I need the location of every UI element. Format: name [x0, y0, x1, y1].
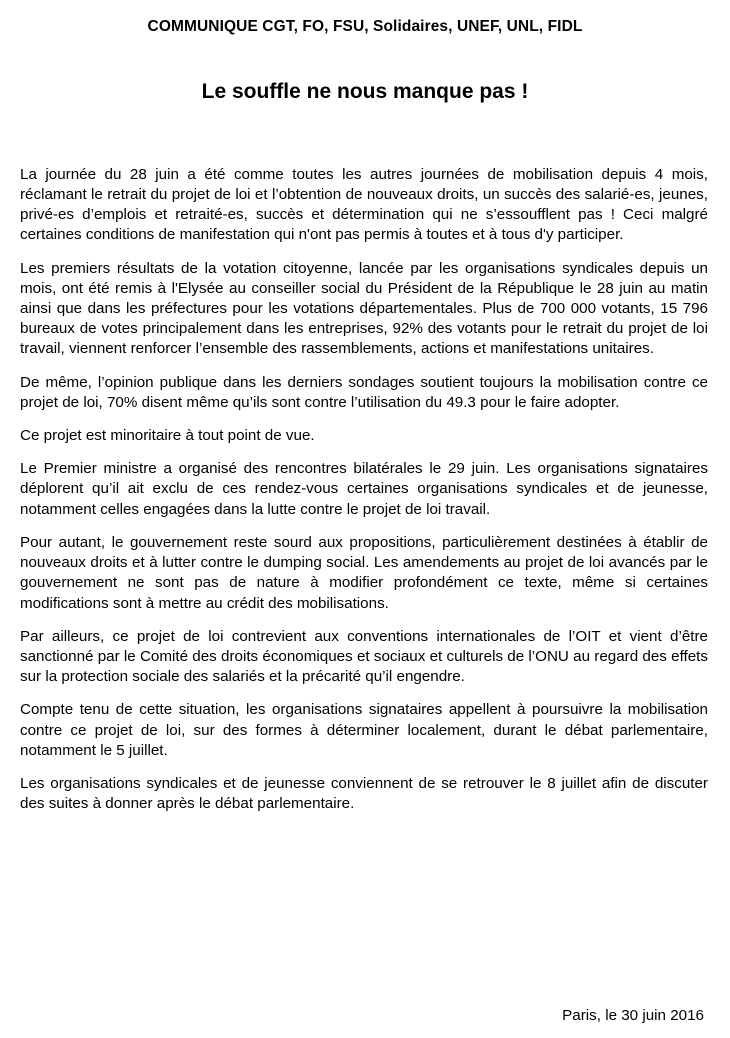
paragraph: Les premiers résultats de la votation citoyenne, lancée par les organisations syndicales depuis un mois, ont été remis à l'Elysée au conseiller social du Président de la République le 28 juin au matin ainsi que dans les préfectures pour les votations départementales. Plus de 700 000 votants, 15 796 bureaux de votes principalement dans les entreprises, 92% des votants pour le retrait du projet de loi travail, viennent renforcer l’ensemble des rassemblements, actions et manifestations unitaires.	[20, 259, 708, 358]
signature-date: Paris, le 30 juin 2016	[562, 1007, 704, 1024]
paragraph: Les organisations syndicales et de jeunesse conviennent de se retrouver le 8 juillet afin de discuter des suites à donner après le débat parlementaire.	[20, 774, 708, 813]
paragraph: Ce projet est minoritaire à tout point de vue.	[20, 427, 315, 445]
paragraph: Pour autant, le gouvernement reste sourd aux propositions, particulièrement destinées à établir de nouveaux droits et à lutter contre le dumping social. Les amendements au projet de loi avancés par le gouvernement ne sont pas de nature à modifier profondément ce texte, même si certaines modifications sont à mettre au crédit des mobilisations.	[20, 533, 708, 612]
paragraph: De même, l’opinion publique dans les derniers sondages soutient toujours la mobilisation contre ce projet de loi, 70% disent même qu’ils sont contre l’utilisation du 49.3 pour le faire adopter.	[20, 373, 708, 411]
paragraph: Compte tenu de cette situation, les organisations signataires appellent à poursuivre la mobilisation contre ce projet de loi, sur des formes à déterminer localement, durant le débat parlementaire, notamment le 5 juillet.	[20, 701, 708, 759]
paragraph: Par ailleurs, ce projet de loi contrevient aux conventions internationales de l’OIT et vient d’être sanctionné par le Comité des droits économiques et sociaux et culturels de l’ONU au regard des effets sur la protection sociale des salariés et la précarité qu’il engendre.	[20, 627, 708, 686]
document-header: COMMUNIQUE CGT, FO, FSU, Solidaires, UNEF, UNL, FIDL	[147, 18, 583, 35]
document-body	[20, 118, 708, 814]
paragraph: La journée du 28 juin a été comme toutes les autres journées de mobilisation depuis 4 mois, réclamant le retrait du projet de loi et l’obtention de nouveaux droits, un succès des salarié-es, jeunes, privé-es d’emplois et retraité-es, succès et détermination qui ne s’essoufflent pas ! Ceci malgré certaines conditions de manifestation qui n'ont pas permis à toutes et à tous d'y participer.	[20, 165, 708, 244]
document-title: Le souffle ne nous manque pas !	[201, 79, 529, 103]
paragraph: Le Premier ministre a organisé des rencontres bilatérales le 29 juin. Les organisations signataires déplorent qu’il ait exclu de ces rendez-vous certaines organisations syndicales et de jeunesse, notamment celles engagées dans la lutte contre le projet de loi travail.	[20, 460, 708, 518]
